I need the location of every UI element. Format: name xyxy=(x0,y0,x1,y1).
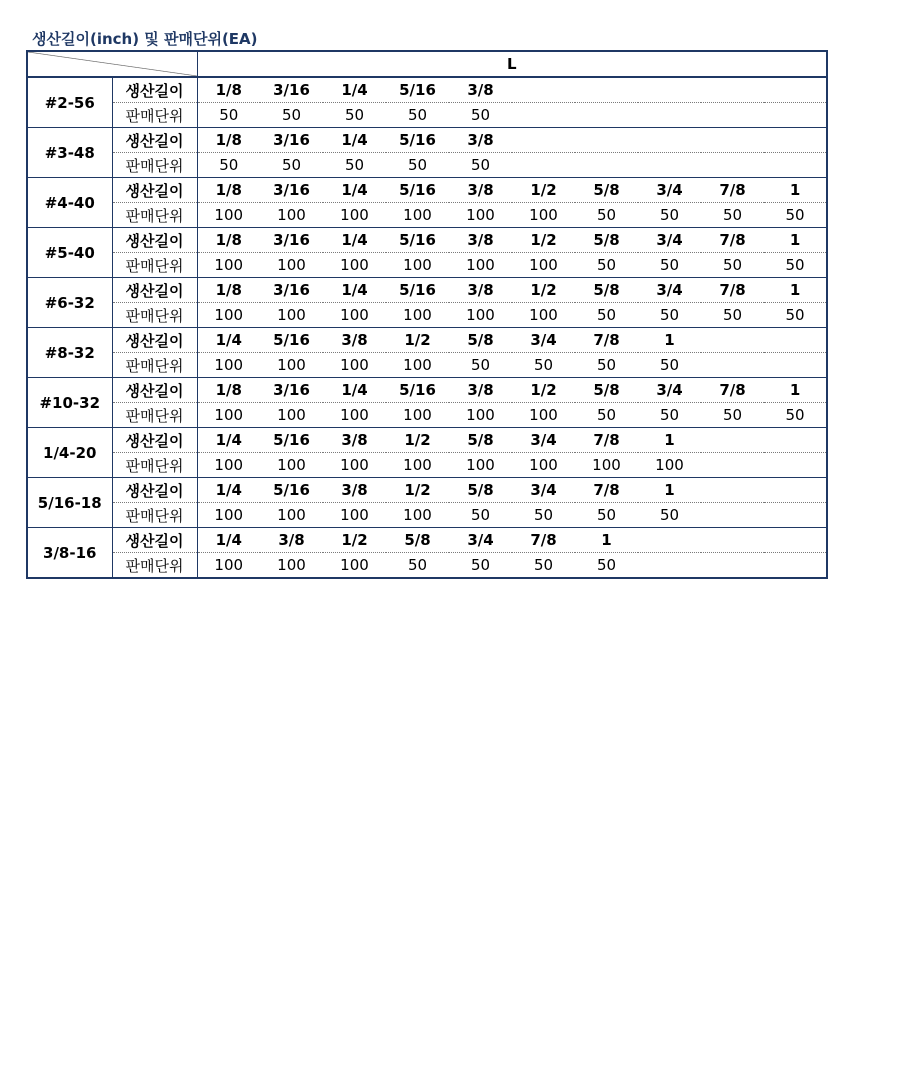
unit-value-cell: 50 xyxy=(260,103,323,128)
unit-value-cell: 100 xyxy=(386,353,449,378)
unit-value-cell: 50 xyxy=(638,503,701,528)
unit-value-cell: 100 xyxy=(386,303,449,328)
length-row-label: 생산길이 xyxy=(112,328,197,353)
unit-value-cell: 50 xyxy=(449,103,512,128)
length-value-cell xyxy=(764,328,827,353)
header-row xyxy=(27,51,827,77)
unit-value-cell: 50 xyxy=(575,403,638,428)
thread-size-cell: #3-48 xyxy=(27,128,112,178)
length-value-cell: 7/8 xyxy=(575,428,638,453)
unit-value-cell: 100 xyxy=(323,403,386,428)
length-value-cell: 7/8 xyxy=(512,528,575,553)
length-value-cell xyxy=(701,428,764,453)
unit-value-cell: 50 xyxy=(638,203,701,228)
unit-value-cell: 100 xyxy=(449,403,512,428)
unit-value-cell: 100 xyxy=(323,253,386,278)
length-value-cell: 1/4 xyxy=(323,278,386,303)
thread-size-cell: #5-40 xyxy=(27,228,112,278)
unit-value-cell: 100 xyxy=(512,253,575,278)
length-value-cell: 3/4 xyxy=(512,428,575,453)
length-value-cell: 5/8 xyxy=(449,478,512,503)
unit-value-cell xyxy=(701,103,764,128)
unit-value-cell: 100 xyxy=(197,553,260,579)
unit-value-cell xyxy=(701,503,764,528)
length-value-cell: 3/8 xyxy=(449,178,512,203)
table-title: 생산길이(inch) 및 판매단위(EA) xyxy=(32,30,258,48)
size-length-row xyxy=(27,128,827,153)
unit-value-cell: 100 xyxy=(197,503,260,528)
length-value-cell xyxy=(764,478,827,503)
unit-value-cell: 50 xyxy=(575,503,638,528)
unit-row-label: 판매단위 xyxy=(112,203,197,228)
length-value-cell: 1/2 xyxy=(512,378,575,403)
length-value-cell xyxy=(638,528,701,553)
length-value-cell: 1/8 xyxy=(197,228,260,253)
unit-value-cell xyxy=(764,153,827,178)
size-unit-row xyxy=(27,503,827,528)
unit-value-cell: 100 xyxy=(260,453,323,478)
size-length-row xyxy=(27,378,827,403)
unit-value-cell: 100 xyxy=(512,403,575,428)
length-value-cell: 1/2 xyxy=(386,428,449,453)
size-unit-row xyxy=(27,453,827,478)
length-value-cell: 1/4 xyxy=(323,128,386,153)
length-value-cell: 3/8 xyxy=(323,328,386,353)
length-value-cell: 3/8 xyxy=(449,278,512,303)
unit-row-label: 판매단위 xyxy=(112,403,197,428)
length-value-cell: 1/4 xyxy=(197,528,260,553)
length-row-label: 생산길이 xyxy=(112,178,197,203)
length-value-cell: 7/8 xyxy=(701,378,764,403)
length-value-cell: 1/2 xyxy=(323,528,386,553)
length-value-cell: 7/8 xyxy=(701,278,764,303)
length-value-cell xyxy=(638,128,701,153)
unit-value-cell: 100 xyxy=(260,553,323,579)
length-value-cell: 1 xyxy=(764,278,827,303)
length-value-cell xyxy=(512,128,575,153)
length-row-label: 생산길이 xyxy=(112,128,197,153)
length-value-cell: 3/8 xyxy=(323,428,386,453)
length-value-cell: 3/4 xyxy=(638,228,701,253)
length-value-cell: 5/8 xyxy=(449,328,512,353)
length-value-cell xyxy=(764,428,827,453)
size-unit-row xyxy=(27,153,827,178)
length-value-cell: 5/16 xyxy=(386,378,449,403)
length-value-cell xyxy=(701,77,764,103)
unit-value-cell: 100 xyxy=(512,203,575,228)
thread-size-cell: #6-32 xyxy=(27,278,112,328)
length-value-cell: 1/8 xyxy=(197,278,260,303)
unit-row-label: 판매단위 xyxy=(112,303,197,328)
unit-value-cell xyxy=(575,153,638,178)
unit-value-cell: 100 xyxy=(197,203,260,228)
unit-value-cell: 50 xyxy=(575,303,638,328)
length-value-cell: 5/16 xyxy=(260,428,323,453)
unit-value-cell: 100 xyxy=(323,453,386,478)
unit-value-cell: 100 xyxy=(449,253,512,278)
unit-value-cell: 100 xyxy=(449,203,512,228)
unit-value-cell: 100 xyxy=(449,453,512,478)
unit-value-cell: 50 xyxy=(764,203,827,228)
thread-size-cell: #8-32 xyxy=(27,328,112,378)
unit-row-label: 판매단위 xyxy=(112,103,197,128)
unit-value-cell xyxy=(701,353,764,378)
length-value-cell: 5/16 xyxy=(386,278,449,303)
length-value-cell: 3/8 xyxy=(449,228,512,253)
length-value-cell: 5/8 xyxy=(386,528,449,553)
unit-value-cell: 50 xyxy=(449,353,512,378)
length-row-label: 생산길이 xyxy=(112,378,197,403)
unit-value-cell: 100 xyxy=(512,453,575,478)
unit-value-cell xyxy=(638,553,701,579)
unit-value-cell: 100 xyxy=(386,203,449,228)
length-value-cell: 3/16 xyxy=(260,178,323,203)
unit-value-cell xyxy=(764,553,827,579)
length-value-cell: 1 xyxy=(764,178,827,203)
length-value-cell: 3/4 xyxy=(638,278,701,303)
length-value-cell: 3/8 xyxy=(449,77,512,103)
size-length-row xyxy=(27,77,827,103)
length-value-cell: 5/16 xyxy=(260,478,323,503)
unit-value-cell: 50 xyxy=(638,253,701,278)
length-value-cell: 1/8 xyxy=(197,378,260,403)
unit-value-cell xyxy=(575,103,638,128)
unit-value-cell: 100 xyxy=(323,503,386,528)
unit-value-cell xyxy=(512,103,575,128)
length-value-cell xyxy=(575,77,638,103)
thread-size-cell: 1/4-20 xyxy=(27,428,112,478)
unit-value-cell: 100 xyxy=(197,403,260,428)
unit-value-cell: 50 xyxy=(701,203,764,228)
unit-value-cell: 100 xyxy=(260,253,323,278)
unit-value-cell: 100 xyxy=(386,253,449,278)
unit-value-cell: 50 xyxy=(575,253,638,278)
unit-value-cell: 50 xyxy=(449,553,512,579)
length-value-cell: 1 xyxy=(764,228,827,253)
unit-value-cell: 50 xyxy=(701,303,764,328)
unit-value-cell: 50 xyxy=(701,253,764,278)
length-value-cell: 3/4 xyxy=(512,328,575,353)
length-value-cell xyxy=(512,77,575,103)
unit-value-cell: 50 xyxy=(449,503,512,528)
unit-value-cell: 100 xyxy=(197,353,260,378)
length-value-cell: 1 xyxy=(638,328,701,353)
length-value-cell: 3/4 xyxy=(512,478,575,503)
unit-value-cell: 100 xyxy=(323,553,386,579)
length-value-cell: 5/8 xyxy=(575,278,638,303)
unit-value-cell xyxy=(638,153,701,178)
unit-value-cell xyxy=(701,153,764,178)
length-value-cell: 1/4 xyxy=(323,178,386,203)
unit-value-cell: 50 xyxy=(386,103,449,128)
length-value-cell xyxy=(701,128,764,153)
length-value-cell: 1/2 xyxy=(512,278,575,303)
unit-value-cell: 50 xyxy=(638,353,701,378)
unit-row-label: 판매단위 xyxy=(112,353,197,378)
length-value-cell: 3/4 xyxy=(638,378,701,403)
unit-value-cell: 50 xyxy=(764,253,827,278)
length-value-cell: 5/16 xyxy=(386,178,449,203)
unit-value-cell: 100 xyxy=(323,353,386,378)
unit-value-cell: 100 xyxy=(260,303,323,328)
length-value-cell: 1/4 xyxy=(197,478,260,503)
length-value-cell: 3/8 xyxy=(323,478,386,503)
length-value-cell: 5/8 xyxy=(449,428,512,453)
length-value-cell: 7/8 xyxy=(701,228,764,253)
unit-value-cell: 100 xyxy=(260,503,323,528)
size-unit-row xyxy=(27,353,827,378)
unit-value-cell: 50 xyxy=(512,353,575,378)
length-value-cell: 1/2 xyxy=(386,328,449,353)
unit-value-cell: 50 xyxy=(323,153,386,178)
thread-size-cell: #4-40 xyxy=(27,178,112,228)
length-value-cell: 3/16 xyxy=(260,278,323,303)
unit-value-cell xyxy=(701,553,764,579)
unit-value-cell: 100 xyxy=(638,453,701,478)
length-value-cell xyxy=(701,328,764,353)
unit-value-cell: 50 xyxy=(575,553,638,579)
length-row-label: 생산길이 xyxy=(112,278,197,303)
size-length-row xyxy=(27,478,827,503)
length-value-cell: 5/8 xyxy=(575,378,638,403)
unit-value-cell: 50 xyxy=(197,153,260,178)
unit-value-cell: 50 xyxy=(638,303,701,328)
size-unit-row xyxy=(27,553,827,579)
length-row-label: 생산길이 xyxy=(112,228,197,253)
size-unit-row xyxy=(27,203,827,228)
length-value-cell: 1/8 xyxy=(197,128,260,153)
unit-value-cell: 50 xyxy=(575,353,638,378)
length-value-cell xyxy=(701,478,764,503)
unit-value-cell: 100 xyxy=(323,303,386,328)
size-unit-row xyxy=(27,103,827,128)
length-value-cell: 3/4 xyxy=(638,178,701,203)
unit-value-cell: 100 xyxy=(197,303,260,328)
length-value-cell: 3/8 xyxy=(260,528,323,553)
unit-row-label: 판매단위 xyxy=(112,553,197,579)
length-value-cell: 1 xyxy=(638,478,701,503)
length-value-cell: 1/2 xyxy=(512,228,575,253)
length-value-cell: 7/8 xyxy=(575,328,638,353)
unit-value-cell: 50 xyxy=(701,403,764,428)
length-value-cell: 5/16 xyxy=(386,228,449,253)
length-value-cell: 1/4 xyxy=(323,228,386,253)
length-row-label: 생산길이 xyxy=(112,428,197,453)
unit-value-cell: 50 xyxy=(764,303,827,328)
length-value-cell: 7/8 xyxy=(575,478,638,503)
size-length-row xyxy=(27,528,827,553)
length-value-cell: 1/2 xyxy=(512,178,575,203)
length-value-cell: 1/4 xyxy=(197,328,260,353)
unit-value-cell: 50 xyxy=(386,553,449,579)
unit-value-cell xyxy=(701,453,764,478)
length-value-cell: 3/16 xyxy=(260,128,323,153)
unit-value-cell: 100 xyxy=(260,403,323,428)
length-value-cell: 1 xyxy=(575,528,638,553)
unit-value-cell: 50 xyxy=(512,503,575,528)
unit-row-label: 판매단위 xyxy=(112,503,197,528)
thread-size-cell: 5/16-18 xyxy=(27,478,112,528)
unit-value-cell: 100 xyxy=(575,453,638,478)
length-value-cell: 3/4 xyxy=(449,528,512,553)
length-value-cell: 5/16 xyxy=(260,328,323,353)
length-value-cell: 3/16 xyxy=(260,77,323,103)
length-value-cell: 1/4 xyxy=(197,428,260,453)
unit-value-cell: 100 xyxy=(449,303,512,328)
unit-value-cell xyxy=(764,453,827,478)
unit-value-cell: 50 xyxy=(575,203,638,228)
unit-value-cell: 100 xyxy=(197,453,260,478)
length-value-cell: 1/8 xyxy=(197,77,260,103)
unit-value-cell: 50 xyxy=(260,153,323,178)
unit-value-cell: 100 xyxy=(323,203,386,228)
unit-value-cell: 100 xyxy=(260,203,323,228)
size-length-row xyxy=(27,428,827,453)
length-value-cell: 3/8 xyxy=(449,378,512,403)
length-value-cell: 5/16 xyxy=(386,128,449,153)
unit-value-cell: 100 xyxy=(197,253,260,278)
length-value-cell: 3/16 xyxy=(260,228,323,253)
unit-value-cell: 50 xyxy=(449,153,512,178)
length-value-cell: 5/16 xyxy=(386,77,449,103)
unit-value-cell: 100 xyxy=(386,453,449,478)
unit-value-cell: 50 xyxy=(512,553,575,579)
size-length-row xyxy=(27,278,827,303)
length-value-cell: 3/16 xyxy=(260,378,323,403)
size-length-row xyxy=(27,178,827,203)
unit-value-cell: 50 xyxy=(638,403,701,428)
unit-value-cell: 100 xyxy=(260,353,323,378)
length-value-cell: 1/2 xyxy=(386,478,449,503)
length-and-unit-table xyxy=(26,50,828,579)
length-row-label: 생산길이 xyxy=(112,478,197,503)
unit-row-label: 판매단위 xyxy=(112,153,197,178)
length-value-cell: 1/4 xyxy=(323,77,386,103)
length-value-cell: 1/4 xyxy=(323,378,386,403)
length-value-cell: 5/8 xyxy=(575,178,638,203)
unit-row-label: 판매단위 xyxy=(112,253,197,278)
unit-value-cell xyxy=(512,153,575,178)
thread-size-cell: 3/8-16 xyxy=(27,528,112,579)
length-value-cell xyxy=(575,128,638,153)
length-value-cell: 7/8 xyxy=(701,178,764,203)
unit-value-cell xyxy=(638,103,701,128)
length-value-cell xyxy=(764,528,827,553)
thread-size-cell: #2-56 xyxy=(27,77,112,128)
unit-value-cell xyxy=(764,503,827,528)
size-length-row xyxy=(27,228,827,253)
length-value-cell: 5/8 xyxy=(575,228,638,253)
unit-value-cell: 50 xyxy=(323,103,386,128)
length-value-cell: 1 xyxy=(638,428,701,453)
length-value-cell: 3/8 xyxy=(449,128,512,153)
length-value-cell: 1/8 xyxy=(197,178,260,203)
length-row-label: 생산길이 xyxy=(112,528,197,553)
thread-size-cell: #10-32 xyxy=(27,378,112,428)
diagonal-corner-cell xyxy=(27,51,197,77)
unit-value-cell: 50 xyxy=(197,103,260,128)
unit-row-label: 판매단위 xyxy=(112,453,197,478)
length-value-cell xyxy=(764,77,827,103)
length-row-label: 생산길이 xyxy=(112,77,197,103)
unit-value-cell xyxy=(764,353,827,378)
unit-value-cell: 50 xyxy=(386,153,449,178)
unit-value-cell: 100 xyxy=(386,403,449,428)
size-unit-row xyxy=(27,303,827,328)
size-unit-row xyxy=(27,253,827,278)
size-unit-row xyxy=(27,403,827,428)
length-value-cell xyxy=(638,77,701,103)
unit-value-cell: 50 xyxy=(764,403,827,428)
unit-value-cell xyxy=(764,103,827,128)
size-length-row xyxy=(27,328,827,353)
unit-value-cell: 100 xyxy=(512,303,575,328)
length-value-cell xyxy=(701,528,764,553)
unit-value-cell: 100 xyxy=(386,503,449,528)
length-value-cell xyxy=(764,128,827,153)
length-column-header: L xyxy=(197,51,827,77)
length-value-cell: 1 xyxy=(764,378,827,403)
